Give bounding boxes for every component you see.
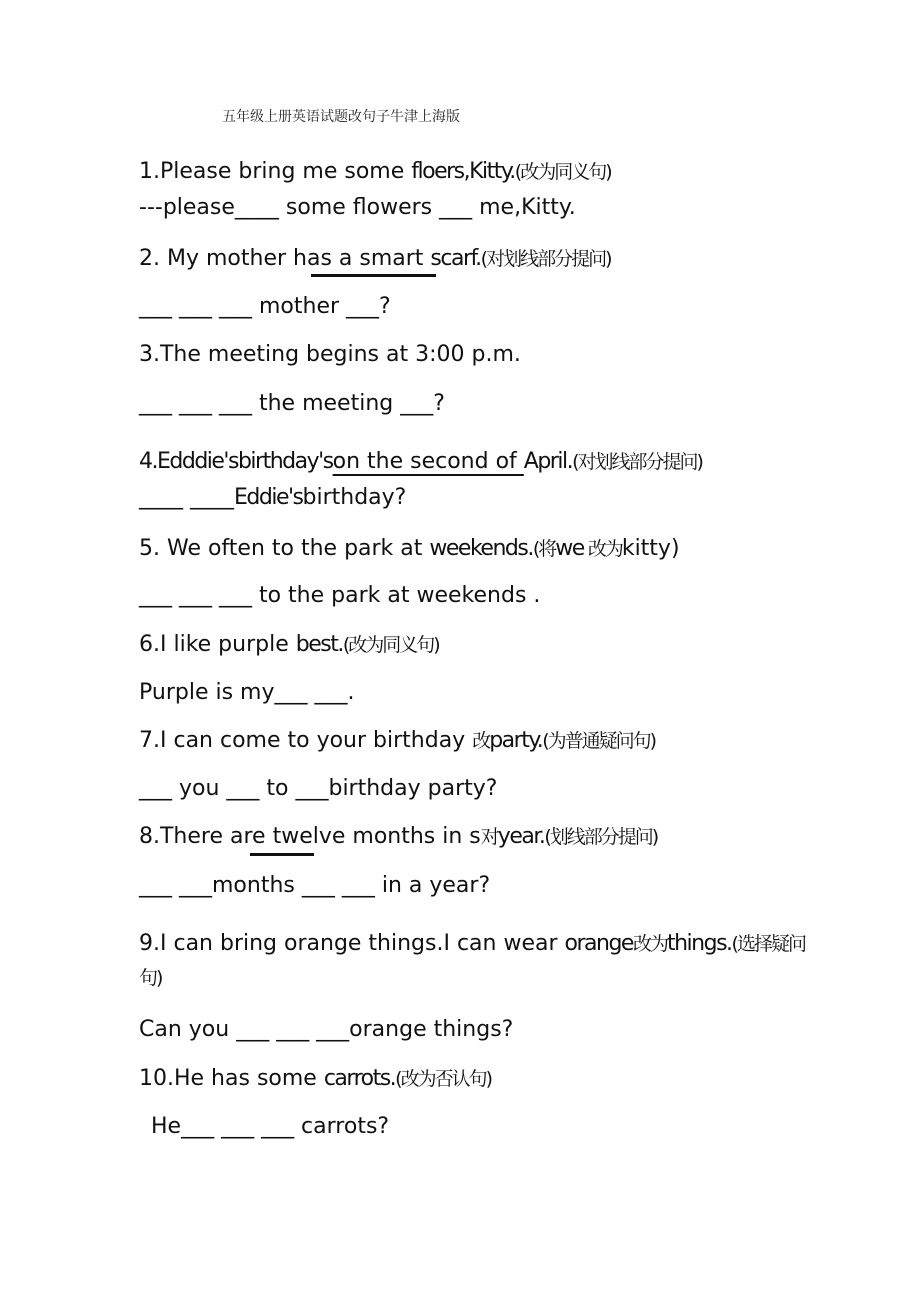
- question-8: 8.There are twelve months in s对year.(划线部分提问): [139, 824, 658, 849]
- underlined-phrase: has a smart: [293, 246, 424, 271]
- underlined-phrase: on the second of: [332, 449, 524, 474]
- question-4: 4.Edddie'sbirthday'son the second of April.(对划线部分提问): [139, 449, 702, 474]
- answer-line-9: Can you ___ ___ ___orange things?: [139, 1017, 514, 1042]
- question-7: 7.I can come to your birthday 改party.(为普通疑问句): [139, 728, 656, 753]
- question-1: 1.Please bring me some floers,Kitty.(改为同义句): [139, 159, 611, 184]
- answer-line-7: ___ you ___ to ___birthday party?: [139, 776, 498, 801]
- question-6: 6.I like purple best.(改为同义句): [139, 632, 439, 657]
- question-5: 5. We often to the park at weekends.(将we 改为kitty): [139, 536, 680, 561]
- answer-line-4: ____ ____Eddie'sbirthday?: [139, 485, 407, 510]
- answer-line-1: ---please____ some flowers ___ me,Kitty.: [139, 195, 576, 220]
- underline-mark-8: [250, 853, 314, 856]
- underline-mark-2: [311, 274, 436, 277]
- answer-line-10: He___ ___ ___ carrots?: [151, 1114, 390, 1139]
- answer-line-2: ___ ___ ___ mother ___?: [139, 294, 391, 319]
- answer-line-6: Purple is my___ ___.: [139, 680, 355, 705]
- question-3: 3.The meeting begins at 3:00 p.m.: [139, 342, 521, 367]
- document-title: 五年级上册英语试题改句子牛津上海版: [222, 109, 460, 125]
- question-2: 2. My mother has a smart scarf.(对划线部分提问): [139, 246, 611, 271]
- answer-line-8: ___ ___months ___ ___ in a year?: [139, 873, 491, 898]
- underlined-phrase: are twelve: [230, 824, 346, 849]
- answer-line-3: ___ ___ ___ the meeting ___?: [139, 391, 445, 416]
- question-10: 10.He has some carrots.(改为否认句): [139, 1066, 491, 1091]
- question-9: 9.I can bring orange things.I can wear orange改为things.(选择疑问 句): [139, 931, 805, 989]
- answer-line-5: ___ ___ ___ to the park at weekends .: [139, 583, 541, 608]
